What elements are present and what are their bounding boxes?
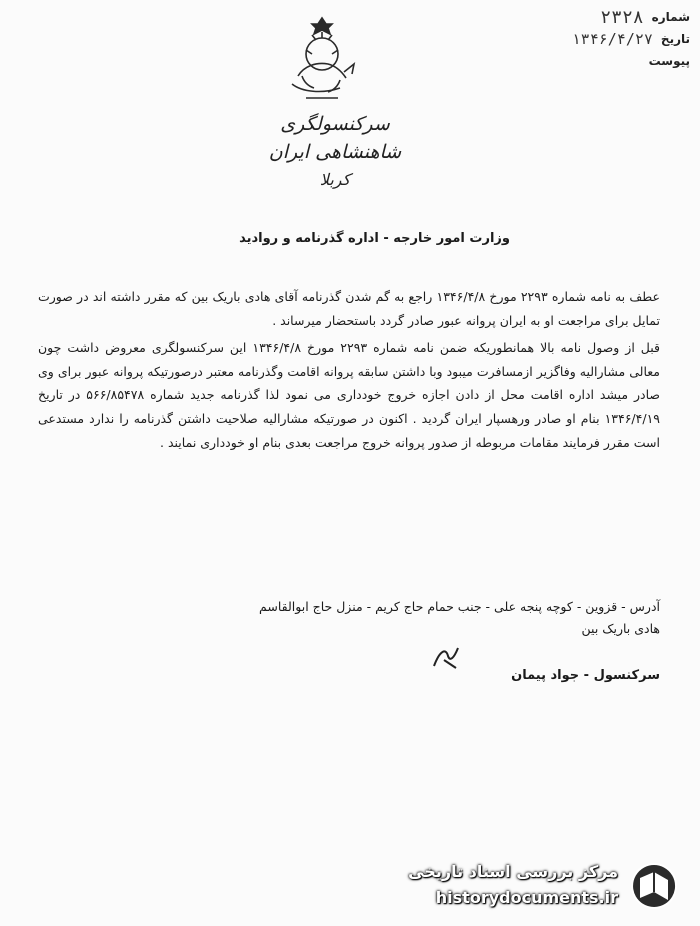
signoff-line: سرکنسول - جواد پیمان [511, 668, 660, 683]
paragraph-2: قبل از وصول نامه بالا همانطوریکه ضمن نامه شماره ۲۲۹۳ مورخ ۱۳۴۶/۴/۸ این سرکنسولگری معروض داشت چون معالی مشارالیه وفاگزیر ازمسافرت میبود وبا داشتن سابقه پروانه اقامت وگذرنامه معتبر درصورتیکه پروانه عبور برای وی صادر میشد اداره اقامت محل از دادن اجازه خروج خودداری می نمود لذا گذرنامه جدید شماره ۵۶۶/۸۵۴۷۸ در تاریخ ۱۳۴۶/۴/۱۹ بنام او صادر ورهسپار ایران گردید . اکنون در صورتیکه مشارالیه صلاحیت داشتن گذرنامه را ندارد مستدعی است مقرر فرمایند مقامات مربوطه از صدور پروانه خروج مراجعت بعدی بنام او خودداری نمایند . [38, 340, 660, 450]
recipient-line: وزارت امور خارجه - اداره گذرنامه و روادید [239, 231, 510, 246]
attachment-label: پیوست [648, 54, 690, 68]
office-title [250, 110, 420, 194]
watermark-url: historydocuments.ir [435, 888, 618, 907]
address-line2: هادی باریک بین [581, 621, 660, 636]
signature-icon [430, 642, 470, 672]
watermark [403, 856, 688, 920]
attachment-row [500, 50, 690, 72]
paragraph-1: عطف به نامه شماره ۲۲۹۳ مورخ ۱۳۴۶/۴/۸ راجع به گم شدن گذرنامه آقای هادی باریک بین که مقرر داشته اند در صورت تمایل برای مراجعت او به ایران پروانه عبور صادر گردد باستحضار میرساند . [38, 289, 660, 328]
office-line2: کربلا [319, 170, 351, 189]
address-line1: آدرس - قزوین - کوچه پنجه علی - جنب حمام حاج کریم - منزل حاج ابوالقاسم [259, 599, 660, 614]
number-row [500, 6, 690, 28]
watermark-title: مرکز بررسی اسناد تاریخی [408, 862, 618, 881]
history-documents-logo-icon [628, 860, 680, 914]
lion-and-sun-emblem-icon [282, 14, 362, 106]
letter-body [38, 285, 660, 458]
date-label: تاریخ [660, 32, 690, 46]
document-header-fields [500, 6, 690, 72]
number-label: شماره [651, 10, 690, 24]
date-value: ۱۳۴۶/۴/۲۷ [571, 30, 653, 48]
office-line1: سرکنسولگری شاهنشاهی ایران [268, 113, 402, 163]
date-row [500, 28, 690, 50]
address-block [40, 596, 660, 640]
number-value: ۲۳۲۸ [600, 6, 644, 28]
